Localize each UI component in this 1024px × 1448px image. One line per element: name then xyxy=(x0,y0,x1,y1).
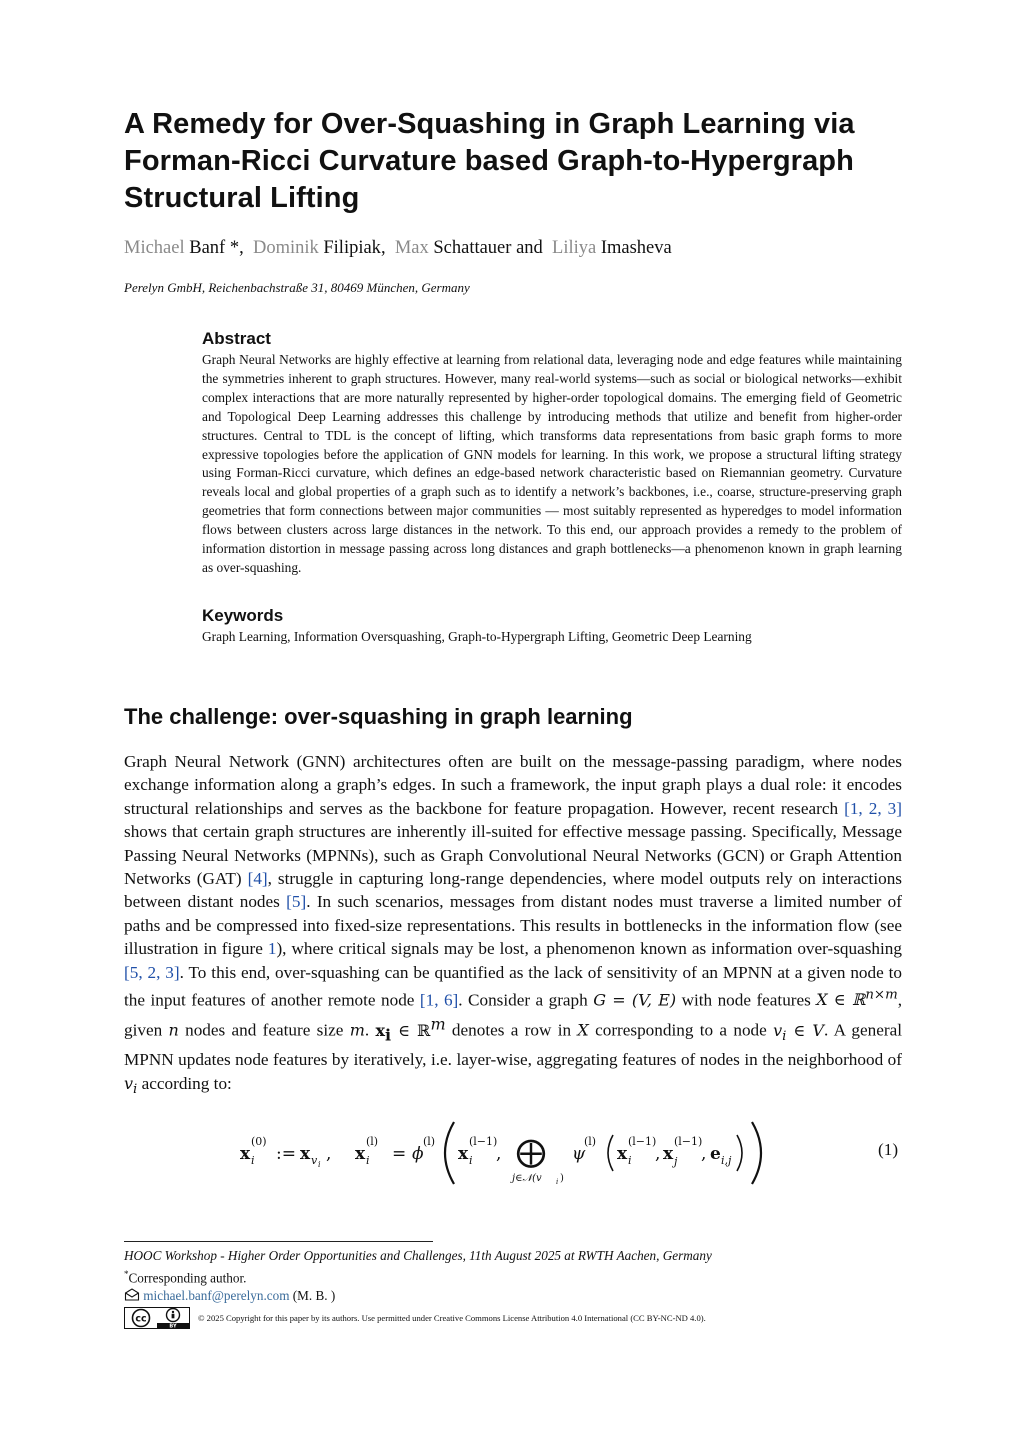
author-family-name: Banf xyxy=(189,238,226,258)
email-link[interactable]: michael.banf@perelyn.com xyxy=(143,1288,290,1304)
citation-link[interactable]: [1, 6] xyxy=(419,990,459,1010)
eq-sup: (l−1) xyxy=(469,1135,498,1148)
eq-paren-left xyxy=(608,1135,613,1171)
abstract-text: Graph Neural Networks are highly effective at learning from relational data, leveraging node and edge features while maintaining the symmetries inherent to graph structures. However, many real-world systems—such as social or biological networks—exhibit complex interactions that are more naturally represented by higher-order topological domains. The emerging field of Geometric and Topological Deep Learning addresses this challenge by introducing methods that utilize and benefit from higher-order structures. Central to TDL is the concept of lifting, which transforms data representations from basic graph forms to more expressive topologies before the application of GNN models for learning. In this work, we propose a structural lifting strategy using Forman-Ricci curvature, which defines an edge-based network characteristic based on Riemannian geometry. Curvature reveals local and global properties of a graph such as to identify a network’s backbones, i.e., coarse, structure-preserving graph geometries that form connections between major communities — most suitably represented as hyperedges to model information flows between clusters across large distances in the network. To this end, our approach provides a remedy to the problem of information distortion in message passing across long distances and graph bottlenecks—a phenomenon known in graph learning as over-squashing. xyxy=(202,352,902,575)
eq-paren-right xyxy=(737,1135,742,1171)
eq-comma: , xyxy=(326,1144,332,1164)
eq-sub: i,j xyxy=(721,1154,732,1167)
body-text: , given xyxy=(124,990,902,1040)
body-text: . A general MPNN updates node features by iteratively, i.e. layer-wise, aggregating features of nodes in the neighborhood of xyxy=(124,1020,903,1070)
eq-sup: (l) xyxy=(423,1135,436,1148)
footnotes xyxy=(124,1247,712,1329)
eq-sub: i xyxy=(469,1154,473,1167)
math-graph: G = (V, E) xyxy=(593,990,677,1010)
eq-big-paren-right xyxy=(752,1122,761,1184)
math-node: $v_i$ xyxy=(124,1073,138,1097)
eq-sup: (l−1) xyxy=(628,1135,657,1148)
email-row xyxy=(124,1287,712,1305)
body-text: ), where critical signals may be lost, a phenomenon known as information over-squashing xyxy=(276,939,902,959)
math-m: m xyxy=(349,1020,365,1040)
body-text: . To this end, over-squashing can be quantified as the lack of sensitivity of an MPNN at a given node to the input features of another remote node xyxy=(124,962,902,1010)
affiliation: Perelyn GmbH, Reichenbachstraße 31, 80469 München, Germany xyxy=(124,280,470,295)
body-text: shows that certain graph structures are inherently ill-suited for effective message passing. Specifically, Message Passing Neural Networks (MPNNs), such as Graph Convolutional Neural Networks (GCN) or Graph Attention Networks (GAT) xyxy=(124,822,902,889)
eq-sup: (l) xyxy=(584,1135,597,1148)
citation-link[interactable]: [5, 2, 3] xyxy=(124,962,180,982)
paper-title: A Remedy for Over-Squashing in Graph Learning via Forman-Ricci Curvature based Graph-to-Hypergraph Structural Lifting xyxy=(124,108,855,214)
email-initials: (M. B. ) xyxy=(292,1288,336,1304)
eq-x: x xyxy=(300,1144,311,1164)
author-list xyxy=(124,236,672,260)
envelope-icon xyxy=(124,1288,140,1301)
body-text: , struggle in capturing long-range dependencies, where model outputs rely on interactions between distant nodes xyxy=(124,869,902,912)
eq-oplus-underscript: j∈𝒩(v xyxy=(512,1173,542,1184)
author-given-name: Max xyxy=(394,238,429,258)
figure-reference-link[interactable]: 1 xyxy=(267,939,277,959)
citation-link[interactable]: [1, 2, 3] xyxy=(844,798,903,818)
eq-comma: , xyxy=(701,1144,707,1164)
math-node: $v_i$ ∈ V xyxy=(773,1020,824,1044)
author-given-name: Dominik xyxy=(252,238,319,258)
body-text: with node features xyxy=(676,990,817,1010)
author-separator: , xyxy=(380,238,386,258)
author-family-name: Filipiak xyxy=(323,238,381,258)
author-separator: *, xyxy=(225,238,244,258)
eq-e: e xyxy=(710,1144,721,1164)
eq-sub: v xyxy=(311,1154,318,1167)
eq-x: x xyxy=(663,1144,674,1164)
license-row xyxy=(124,1307,712,1329)
eq-x: x xyxy=(458,1144,469,1164)
keywords-text: Graph Learning, Information Oversquashing, Graph-to-Hypergraph Lifting, Geometric Deep Learning xyxy=(202,629,752,644)
cc-label: cc xyxy=(135,1313,147,1325)
author-given-name: Michael xyxy=(124,238,185,258)
body-text: denotes a row in xyxy=(445,1020,578,1040)
eq-sub: i xyxy=(366,1154,370,1167)
copyright-notice: © 2025 Copyright for this paper by its authors. Use permitted under Creative Commons License Attribution 4.0 International (CC BY-NC-ND 4.0). xyxy=(198,1313,706,1324)
eq-sub: i xyxy=(628,1154,632,1167)
eq-equals: = xyxy=(392,1144,407,1164)
eq-x: x xyxy=(240,1144,251,1164)
eq-sup: (l) xyxy=(366,1135,379,1148)
eq-sup: (0) xyxy=(251,1135,267,1148)
abstract-heading: Abstract xyxy=(202,329,271,348)
author-family-name: Imasheva xyxy=(600,238,672,258)
eq-sub: i xyxy=(556,1178,559,1186)
keywords-block xyxy=(202,606,902,647)
eq-assign: := xyxy=(276,1144,296,1164)
eq-x: x xyxy=(617,1144,628,1164)
corresponding-author-note: *Corresponding author. xyxy=(124,1269,247,1286)
eq-x: x xyxy=(355,1144,366,1164)
body-text: Graph Neural Network (GNN) architectures often are built on the message-passing paradigm, where nodes exchange information along a graph’s edges. In such a framework, the input graph plays a dual role: it encodes structural relationships and serves as the backbone for feature propagation. However, recent research xyxy=(124,752,902,818)
eq-phi: ϕ xyxy=(412,1144,424,1164)
mpnn-update-equation xyxy=(240,1118,800,1188)
math-n: n xyxy=(168,1020,179,1040)
citation-link[interactable]: [4] xyxy=(247,869,268,889)
body-text: . In such scenarios, messages from distant nodes must traverse a limited number of paths and be compressed into fixed-size representations. This results in bottlenecks in the information flow (see illustration in figure xyxy=(124,892,902,959)
body-text: corresponding to a node xyxy=(588,1020,774,1040)
by-label: BY xyxy=(169,1323,177,1330)
footnote-divider xyxy=(124,1241,433,1242)
eq-sub: i xyxy=(318,1160,321,1169)
body-text: nodes and feature size xyxy=(178,1020,350,1040)
author-given-name: Liliya xyxy=(552,238,597,258)
eq-big-paren-left xyxy=(445,1122,454,1184)
body-text: according to: xyxy=(137,1073,232,1093)
equation-number: (1) xyxy=(878,1140,899,1159)
keywords-heading: Keywords xyxy=(202,606,284,625)
eq-oplus-underscript: ) xyxy=(560,1173,564,1184)
cc-by-license-icon xyxy=(124,1307,190,1329)
citation-link[interactable]: [5] xyxy=(286,892,307,912)
author-family-name: Schattauer xyxy=(433,238,512,258)
body-text: . xyxy=(364,1020,376,1040)
section-body xyxy=(124,750,902,1101)
eq-sub: j xyxy=(674,1155,678,1168)
eq-comma: , xyxy=(496,1144,502,1164)
workshop-note: HOOC Workshop - Higher Order Opportunities and Challenges, 11th August 2025 at RWTH Aachen, Germany xyxy=(124,1248,712,1263)
eq-comma: , xyxy=(655,1144,661,1164)
math-x: X xyxy=(577,1020,589,1040)
eq-psi: ψ xyxy=(572,1144,586,1164)
math-feature-matrix: X ∈ ℝ$^{n\times m}$ xyxy=(816,988,898,1010)
eq-sub: i xyxy=(251,1154,255,1167)
author-separator: and xyxy=(511,238,543,258)
eq-sup: (l−1) xyxy=(674,1135,703,1148)
eq-oplus: ⨁ xyxy=(516,1135,546,1170)
abstract-block xyxy=(202,329,902,578)
section-heading: The challenge: over-squashing in graph learning xyxy=(124,704,633,729)
body-text: . Consider a graph xyxy=(458,990,594,1010)
math-row-vector: $x_i$ ∈ ℝ$^m$ xyxy=(375,1013,446,1044)
